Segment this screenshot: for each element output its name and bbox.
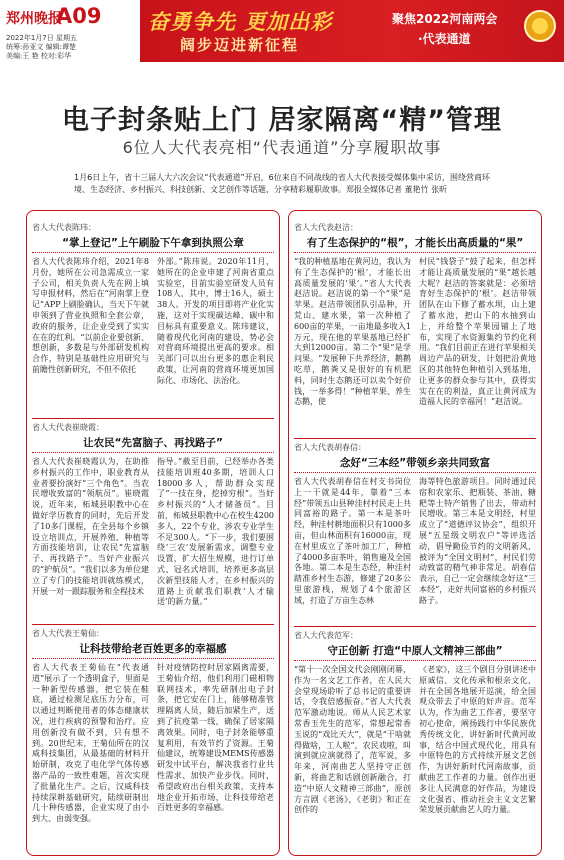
editors-credit: 统筹:孙亚文 编辑:谭楚 <box>6 43 76 51</box>
column-focus: 聚焦2022河南两会 <box>392 12 498 26</box>
section-chenwei <box>32 222 274 414</box>
section-body-col1: “我的种植基地在黄河边，我认为有了生态保护的‘根’，才能长出高质量发展的‘果’。”省人大代表赵洁说。赵洁说的第一个“果”是苹果。赵洁带领团队引品种，开荒山、建水果，第一次种植了600亩的苹果，一亩地最多收入1万元，现在他的苹果基地已经扩大到12000亩。第二个“果”是学问果。“发展种下共养经济，鹅鹅吃草，鹅粪又是很好的有机肥料，同时生态鹅还可以卖个好价钱，一举多得！”种植苹果、养生态鹅，使 <box>294 257 411 407</box>
section-body-col1: 省人大代表崔晓霞认为，在助推乡村振兴的工作中，职业教育从业者要扮演好“三个角色”。当农民增收致富的“领航员”。崔晓霞说，近年来，柘城县职教中心在做好学历教育的同时，先后开发了10多门课程，在全县每个乡镇设立培训点，开展养殖、种植等方面技能培训，让农民“先富脑子、再找路子”。当好产业振兴的“护航员”。“我们以多为单位建立了专门的技能培训就练模式，开展一对一跟踪服务和全程技术 <box>32 457 149 596</box>
section-headline: 让农民“先富脑子、再找路子” <box>32 435 274 453</box>
section-headline: 守正创新 打造“中原人文精神三部曲” <box>294 643 536 661</box>
section-huchunxin <box>294 442 536 622</box>
section-wangjuxian <box>32 628 274 850</box>
emblem-icon <box>524 10 556 42</box>
section-divider <box>294 626 536 627</box>
page-number: A09 <box>56 4 102 28</box>
section-byline: 省人大代表王菊仙： <box>32 629 104 638</box>
section-cuixiaoxia <box>32 422 274 620</box>
section-divider <box>32 624 274 625</box>
section-body-col2: 海等特色旅游项目。同时通过民宿和农家乐、把瓶装、茶油、糖粑等土特产销售了出去，带动村民增收。第三本是文明经，村里成立了“道德评议协会”，组织开展“五星级文明农户”等评选活动，倡导勤俭节约的文明新风，被评为“全国文明村”，村民们劳动致富的精气神非常足。胡春信表示，自己一定会继续念好这“三本经”，走好共同富裕的乡村振兴路子。 <box>419 477 536 605</box>
section-body-col2: 《老家》，这三个剧目分别讲述中原诚信、文化传承和根亲文化，并在全国各地展开巡演，给全国观众带去了中原的好声音。范军认为，作为曲艺工作者，要坚守初心使命，阐扬践行中华民族优秀传统文化，讲好新时代黄河故事，结合中国式现代化，用具有中原特色的方式持续开展文艺创作，为讲好新时代河南故事，贡献曲艺工作者的力量。创作出更多让人民满意的好作品，为建设文化强省、推动社会主义文艺繁荣发展贡献曲艺人的力量。 <box>419 665 536 815</box>
page-header <box>0 0 564 62</box>
section-divider <box>32 418 274 419</box>
section-body-col1: 省人大代表王菊仙在“代表通道”展示了一个透明盒子，里面是一种新型传感器，把它装在鞋底，通过检测足底压力分布，可以通过判断使用者的体态健康状况，进行疾病的预警和治疗。应用创新没有做不到，只有想不到。20世纪末，王菊仙所在的汉威科技集团，从最基础的材料开始研制，攻克了电化学气体传感器产品的一致性难题，首次实现了批量化生产。之后，汉威科技持续深耕基础研究，陆续研制出几十种传感器，企业实现了由小到大、由弱变强。 <box>32 663 149 824</box>
article-lead: 1月6日上午，省十三届人大六次会议“代表通道”开启，6位来自不同战线的省人大代表接受媒体集中采访，围绕营商环境、生态经济、乡村振兴、科技创新、文艺创作等话题，分享精彩履职故事。郑报全媒体记者 董艳竹 张昕 <box>74 173 490 194</box>
banner-slogan: 奋勇争先 更加出彩 <box>148 9 333 34</box>
section-body-col1: 省人大代表陈玮介绍，2021年8月份，她所在公司急需成立一家子公司，相关负责人先在网上填写申报材料，然后在“河南掌上登记”APP上刷脸确认，当天下午就申领到了营业执照和全套公章，政府的服务，让企业受到了实实在在的红利。“以前企业要创新、想创新，多数是与外部研发机构合作，特别是基础性应用研究与前瞻性创新研究，不但不依托 <box>32 257 149 374</box>
section-headline: 有了生态保护的“根”，才能长出高质量的“果” <box>294 235 536 253</box>
banner-slogan-sub: 阔步迈进新征程 <box>180 36 300 54</box>
designers-credit: 美编:王 艳 校对:彩华 <box>6 52 72 60</box>
issue-meta <box>6 34 138 61</box>
section-byline: 省人大代表胡春信： <box>294 443 366 452</box>
section-body-col2: 指导。”截至目前，已经举办各类技能培训班40多期，培训人口18000多人，帮助群众实现了“一技在身，挖掉穷根”。当好乡村振兴的“人才储备员”。目前，柘城县职教中心在校生4200多人，22个专业，涉农专业学生不足300人。“下一步，我们要围绕‘三农’发展新需求，调整专业设置，扩大招生规模，进行订单式、冠名式培训，培养更多高层次新型技能人才，在乡村振兴的道路上贡献我们职教‘人才输送’的新力量。” <box>157 457 274 607</box>
section-fanjun <box>294 630 536 850</box>
section-headline: “掌上登记”上午刷脸下午拿到执照公章 <box>32 235 274 253</box>
section-byline: 省人大代表陈玮： <box>32 223 96 232</box>
section-byline: 省人大代表崔晓霞： <box>32 423 104 432</box>
issue-date: 2022年1月7日 星期五 <box>6 34 77 42</box>
section-body-col2: 村民“钱袋子”鼓了起来，但怎样才能让高质量发展的“果”越长越大呢？赵洁的答案就是：必须培育好生态保护的‘根’。赵洁带领团队在山下修了蓄水坝，山上建了蓄水池，把山下的水抽到山上，并给整个苹果园铺上了地布，实现了水资源集约节约化利用。“我们目前正在进行苹果相关周边产品的研发，计划把沿黄地区的其他特色种植引入到基地，让更多的群众参与其中，获得实实在在的利益，真正让黄河成为造福人民的幸福河！”赵洁说。 <box>419 257 536 407</box>
article-subtitle: 6位人大代表亮相“代表通道”分享履职故事 <box>122 138 442 157</box>
section-zhaojie <box>294 222 536 434</box>
section-body-col1: “第十一次全国文代会刚刚闭幕，作为一名文艺工作者，在人民大会堂现场聆听了总书记的重要讲话，令我倍感振奋。”省人大代表范军激动地说。师从人民艺术家常香玉先生的范军，常想起常香玉说的“戏比天大”，就是“干啥就得做啥，工人啦”，农民戏啦，叫演到就应演就得了，范军说，多年来，河南曲艺人坚持守正创新，将曲艺和话剧创新融合，打造“中原人文精神三部曲”，原创方言剧《老汤》，《老街》和正在创作的 <box>294 665 411 815</box>
column-channel: ·代表通道 <box>418 32 471 46</box>
section-byline: 省人大代表赵洁： <box>294 223 358 232</box>
article-title: 电子封条贴上门 居家隔离“精”管理 <box>62 105 502 136</box>
section-body-col2: 外部。”陈玮说。2020年11月，她所在的企业申建了河南省重点实验室，目前实验室研发人员有108人，其中，博士16人，硕士38人。开发的项目即将产业化实施，这对于实现碳达峰、碳中和目标具有重要意义。陈玮建议，随着现代化河南的建设，势必会对营商环境提出更高的要求。相关部门可以出台更多的惠企利民政策，让河南的营商环境更加国际化、市场化、法治化。 <box>157 257 274 385</box>
section-body-col1: 省人大代表胡春信在村支书岗位上一干就是44年，靠着“三本经”带领五山县种洼村村民走上共同富裕的路子。第一本是茶叶经，种洼村耕地面积只有1000多亩，但山林面积有16000亩，现在村里成立了茶叶加工厂，种植了4000多亩茶叶，销售遍及全国各地。第二本是生态经，种洼村踏准乡村生态游，修建了20多公里旅游栈，规划了4个旅游区域，打造了万亩生态林 <box>294 477 411 605</box>
newspaper-logo: 郑州晚报 <box>6 11 62 27</box>
section-byline: 省人大代表范军： <box>294 631 358 640</box>
section-headline: 让科技带给老百姓更多的幸福感 <box>32 641 274 659</box>
section-body-col2: 针对疫情防控时居家隔离需要，王菊仙介绍，他们利用门磁相物联网技术，率先研制出电子封条，把它安在门上，能够精准管理隔离人员，随后加紧生产，送到了抗疫第一线，确保了居家隔离效果。同时，电子封条能够重复利用，有效节约了资源。王菊仙建议，统筹建设MEMS传感器研发中试平台，解决我省行业共性需求、加快产业步伐。同时，希望政府出台相关政策，支持本地企业开拓市场，让科技带给老百姓更多的幸福感。 <box>157 663 274 813</box>
section-divider <box>294 438 536 439</box>
section-headline: 念好“三本经”带领乡亲共同致富 <box>294 455 536 473</box>
